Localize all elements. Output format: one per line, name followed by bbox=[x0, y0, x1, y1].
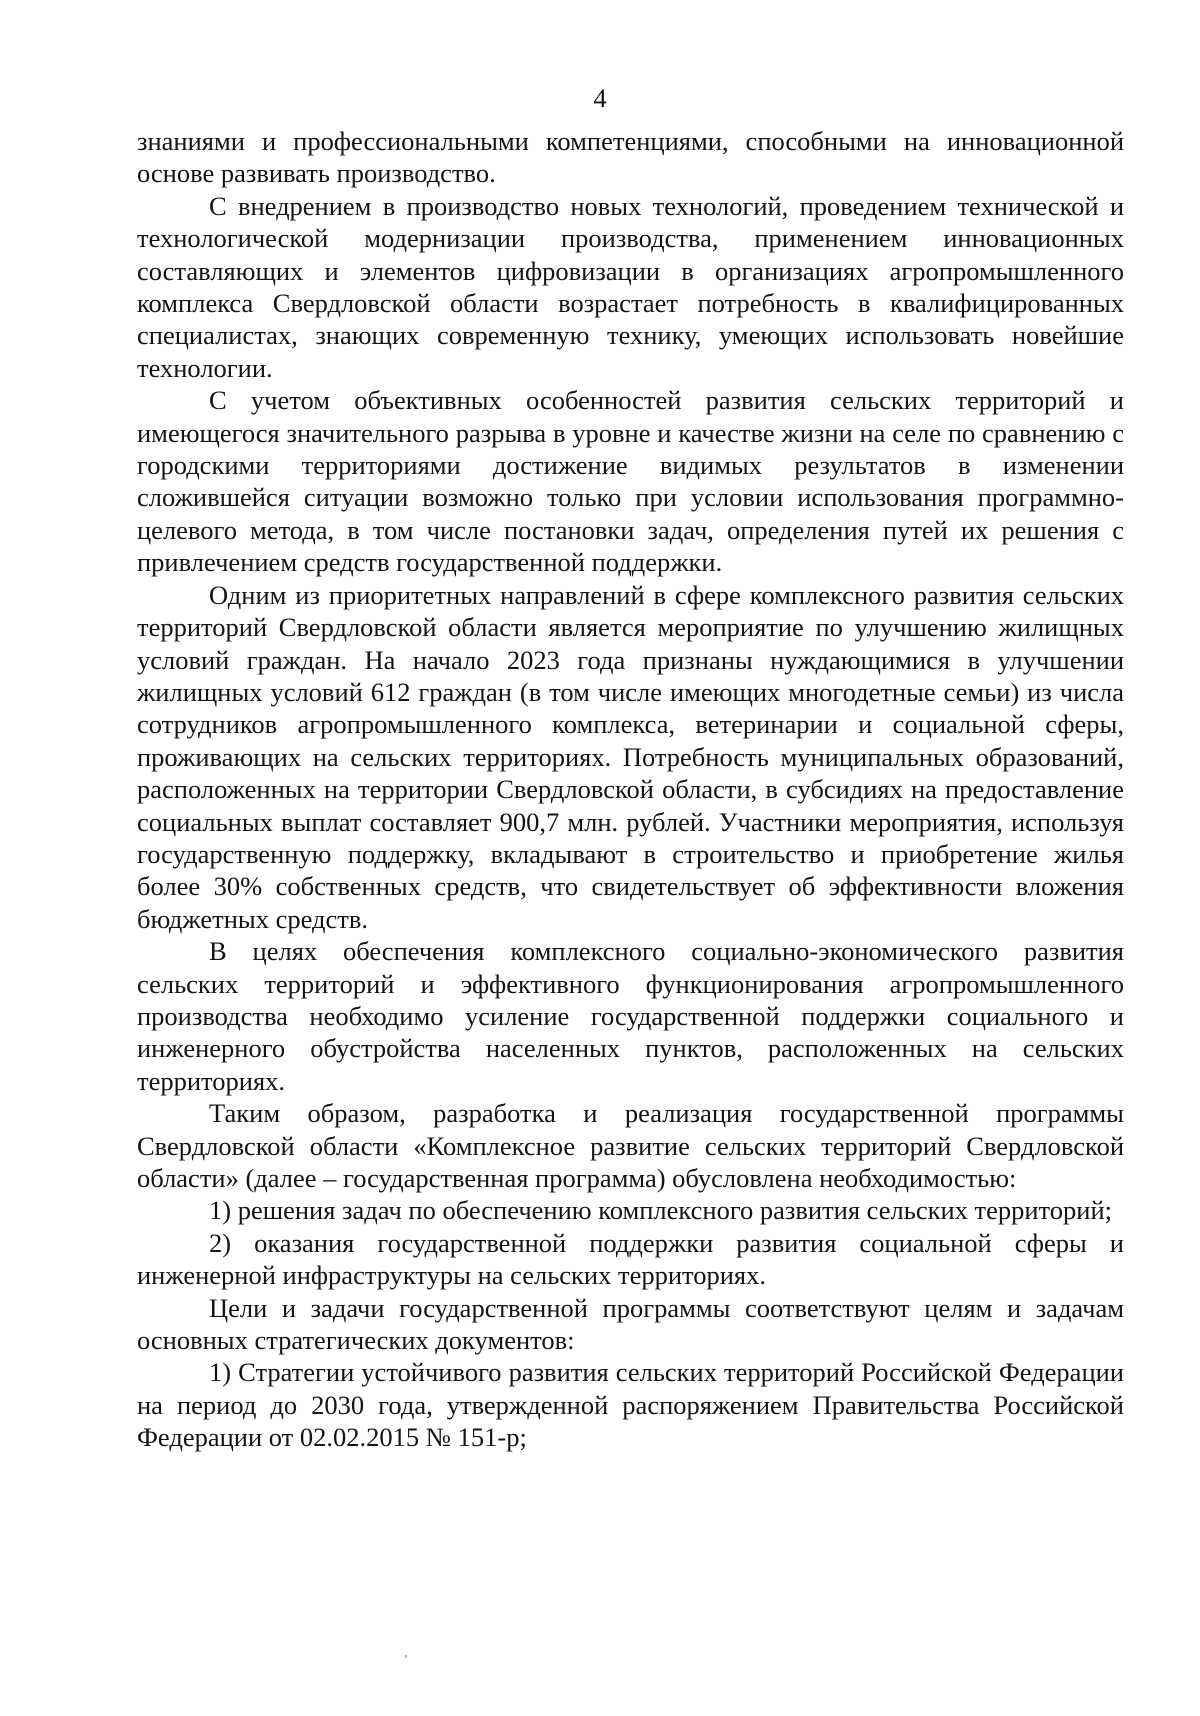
paragraph-state-support: В целях обеспечения комплексного социально-экономического развития сельских территорий и эффективного функционирования агропромышленного производства необходимо усиление государственной поддержки социального и инженерного обустройства населенных пунктов, расположенных на сельских территориях. bbox=[137, 936, 1124, 1096]
paragraph-continuation: знаниями и профессиональными компетенциями, способными на инновационной основе развивать производство. bbox=[137, 126, 1124, 189]
paragraph-program-justification: Таким образом, разработка и реализация государственной программы Свердловской области «Комплексное развитие сельских территорий Свердловской области» (далее – государственная программа) обусловлена необходимостью: bbox=[137, 1098, 1124, 1193]
paragraph-technology-modernization: С внедрением в производство новых технологий, проведением технической и технологической модернизации производства, применением инновационных составляющих и элементов цифровизации в организациях агропромышленного комплекса Свердловской области возрастает потребность в квалифицированных специалистах, знающих современную технику, умеющих использовать новейшие технологии. bbox=[137, 190, 1124, 383]
page-number: 4 bbox=[593, 83, 607, 113]
document-body bbox=[137, 125, 1124, 1454]
paragraph-housing-conditions: Одним из приоритетных направлений в сфере комплексного развития сельских территорий Свердловской области является мероприятие по улучшению жилищных условий граждан. На начало 2023 года признаны нуждающимися в улучшении жилищных условий 612 граждан (в том числе имеющих многодетные семьи) из числа сотрудников агропромышленного комплекса, ветеринарии и социальной сферы, проживающих на сельских территориях. Потребность муниципальных образований, расположенных на территории Свердловской области, в субсидиях на предоставление социальных выплат составляет 900,7 млн. рублей. Участники мероприятия, используя государственную поддержку, вкладывают в строительство и приобретение жилья более 30% собственных средств, что свидетельствует об эффективности вложения бюджетных средств. bbox=[137, 579, 1124, 934]
list-item-1: 1) решения задач по обеспечению комплексного развития сельских территорий; bbox=[209, 1195, 1112, 1226]
paragraph-rural-development-gap: С учетом объективных особенностей развития сельских территорий и имеющегося значительного разрыва в уровне и качестве жизни на селе по сравнению с городскими территориями достижение видимых результатов в изменении сложившейся ситуации возможно только при условии использования программно-целевого метода, в том числе постановки задач, определения путей их решения с привлечением средств государственной поддержки. bbox=[137, 385, 1124, 578]
paragraph-goals-objectives: Цели и задачи государственной программы соответствуют целям и задачам основных стратегических документов: bbox=[137, 1292, 1124, 1356]
scan-speck bbox=[405, 1655, 407, 1658]
list-item-2: 2) оказания государственной поддержки развития социальной сферы и инженерной инфраструктуры на сельских территориях. bbox=[137, 1227, 1124, 1291]
strategic-document-item-1: 1) Стратегии устойчивого развития сельских территорий Российской Федерации на период до 2030 года, утвержденной распоряжением Правительства Российской Федерации от 02.02.2015 № 151-р; bbox=[137, 1357, 1124, 1453]
